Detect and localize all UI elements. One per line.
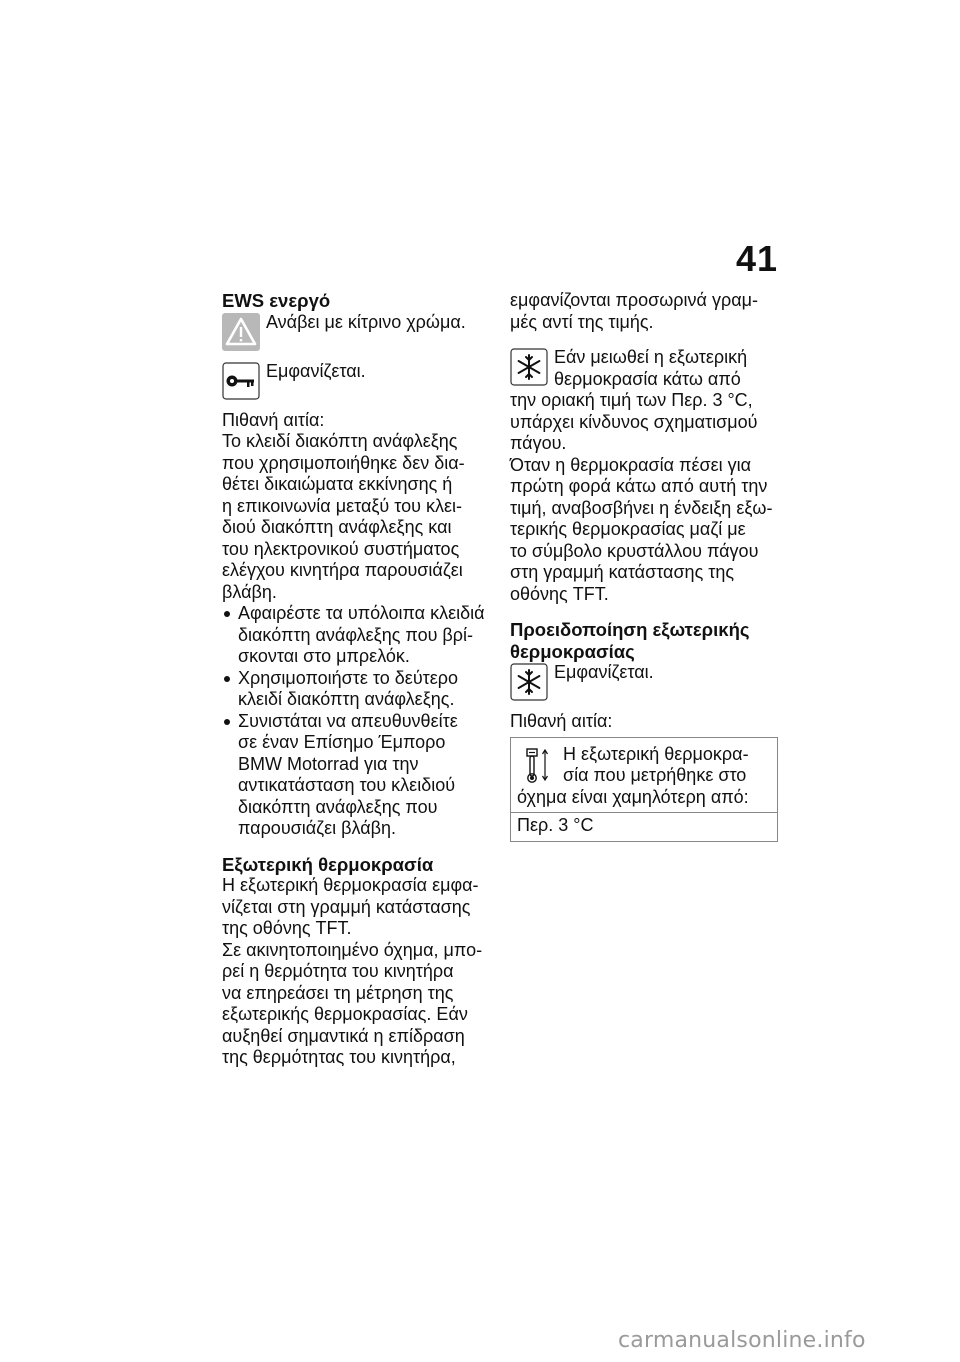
remedy-list: [222, 603, 492, 840]
cause-label: Πιθανή αιτία:: [222, 409, 325, 430]
footer-watermark: carmanualsonline.info: [618, 1328, 866, 1353]
snowflake-icon: [510, 663, 548, 701]
warning-triangle-icon: [222, 313, 260, 351]
text-line: ρεί η θερμότητα του κινητήρα: [222, 961, 454, 981]
list-item-line: κλειδί διακόπτη ανάφλεξης.: [238, 689, 455, 709]
list-item-line: σκονται στο μπρελόκ.: [238, 646, 410, 666]
ews-key-row: [222, 361, 492, 400]
text-line: υπάρχει κίνδυνος σχηματισμού: [510, 411, 758, 432]
text-line: πάγου.: [510, 433, 567, 453]
text-line: τιμή, αναβοσβήνει η ένδειξη εξω-: [510, 497, 773, 518]
outside-temp-warning-heading: [510, 619, 780, 662]
text-line: την οριακή τιμή των Περ. 3 °C,: [510, 390, 753, 410]
frost-info-row: [510, 347, 780, 390]
text-line: σία που μετρήθηκε στο: [563, 765, 747, 785]
text-line: το σύμβολο κρυστάλλου πάγου: [510, 540, 759, 561]
heading-line: Προειδοποίηση εξωτερικής: [510, 619, 750, 640]
list-item-line: διακόπτη ανάφλεξης που βρί-: [238, 624, 474, 645]
list-item: [222, 668, 492, 711]
list-item: [222, 711, 492, 840]
outside-temp-heading: Εξωτερική θερμοκρασία: [222, 853, 434, 875]
list-item-line: αντικατάσταση του κλειδιού: [238, 775, 456, 795]
cause-line: ελέγχου κινητήρα παρουσιάζει: [222, 560, 463, 580]
list-item: [222, 603, 492, 668]
left-column: [222, 290, 492, 1069]
text-line: Εάν μειωθεί η εξωτερική: [554, 347, 748, 367]
cause-line: η επικοινωνία μεταξύ του κλει-: [222, 495, 462, 516]
ews-key-text: Εμφανίζεται.: [266, 360, 366, 381]
ews-warning-row: [222, 312, 492, 351]
text-line: στη γραμμή κατάστασης της: [510, 562, 735, 582]
text-line: της θερμότητας του κινητήρα,: [222, 1047, 456, 1067]
snowflake-icon: [510, 348, 548, 386]
list-item-line: διακόπτη ανάφλεξης που: [238, 796, 438, 817]
text-line: οθόνης TFT.: [510, 583, 609, 604]
text-line: θερμοκρασία κάτω από: [554, 368, 741, 389]
frost-info-text: [510, 390, 780, 605]
cause-line: του ηλεκτρονικού συστήματος: [222, 538, 460, 559]
list-item-line: Συνιστάται να απευθυνθείτε: [238, 710, 458, 731]
outside-temp-text: [222, 875, 492, 1069]
frost-warning-row: [510, 662, 780, 701]
continued-text: [510, 290, 780, 333]
text-line: εξωτερικής θερμοκρασίας. Εάν: [222, 1004, 468, 1024]
key-icon: [222, 362, 260, 400]
text-line: τερικής θερμοκρασίας μαζί με: [510, 519, 746, 539]
heading-line: θερμοκρασίας: [510, 640, 635, 662]
cause-text: [222, 431, 492, 603]
text-line: πρώτη φορά κάτω από αυτή την: [510, 476, 768, 496]
ews-warning-text: Ανάβει με κίτρινο χρώμα.: [266, 311, 466, 332]
list-item-line: παρουσιάζει βλάβη.: [238, 818, 396, 838]
text-line: αυξηθεί σημαντικά η επίδραση: [222, 1025, 465, 1046]
frost-info-first: [510, 347, 780, 390]
list-item-line: Χρησιμοποιήστε το δεύτερο: [238, 667, 459, 688]
list-item-line: Αφαιρέστε τα υπόλοιπα κλειδιά: [238, 603, 485, 623]
right-column: [510, 290, 780, 842]
page-number: 41: [735, 238, 778, 279]
threshold-table-head-rest: όχημα είναι χαμηλότερη από:: [517, 786, 749, 807]
text-line: νίζεται στη γραμμή κατάστασης: [222, 896, 471, 917]
cause-line: που χρησιμοποιήθηκε δεν δια-: [222, 452, 465, 473]
list-item-line: σε έναν Επίσημο Έμπορο: [238, 732, 446, 752]
text-line: της οθόνης TFT.: [222, 918, 352, 938]
cause-line: βλάβη.: [222, 581, 277, 602]
cause-line: διού διακόπτη ανάφλεξης και: [222, 517, 452, 537]
threshold-table-head: [511, 738, 777, 814]
text-line: Η εξωτερική θερμοκρα-: [563, 743, 749, 764]
text-line: εμφανίζονται προσωρινά γραμ-: [510, 290, 758, 310]
frost-warning-text: Εμφανίζεται.: [554, 662, 654, 682]
cause-line: θέτει δικαιώματα εκκίνησης ή: [222, 474, 453, 494]
list-item-line: BMW Motorrad για την: [238, 753, 419, 774]
cause-label: Πιθανή αιτία:: [510, 711, 613, 731]
cause-line: Το κλειδί διακόπτη ανάφλεξης: [222, 431, 458, 451]
threshold-table-value: Περ. 3 °C: [517, 815, 594, 835]
text-line: να επηρεάσει τη μέτρηση της: [222, 982, 454, 1003]
text-line: Η εξωτερική θερμοκρασία εμφα-: [222, 875, 479, 895]
ews-heading: EWS ενεργό: [222, 290, 331, 311]
threshold-table: [510, 737, 778, 842]
text-line: Σε ακινητοποιημένο όχημα, μπο-: [222, 939, 483, 960]
thermometer-icon: [517, 746, 557, 786]
text-line: μές αντί της τιμής.: [510, 311, 654, 332]
text-line: Όταν η θερμοκρασία πέσει για: [510, 454, 752, 475]
